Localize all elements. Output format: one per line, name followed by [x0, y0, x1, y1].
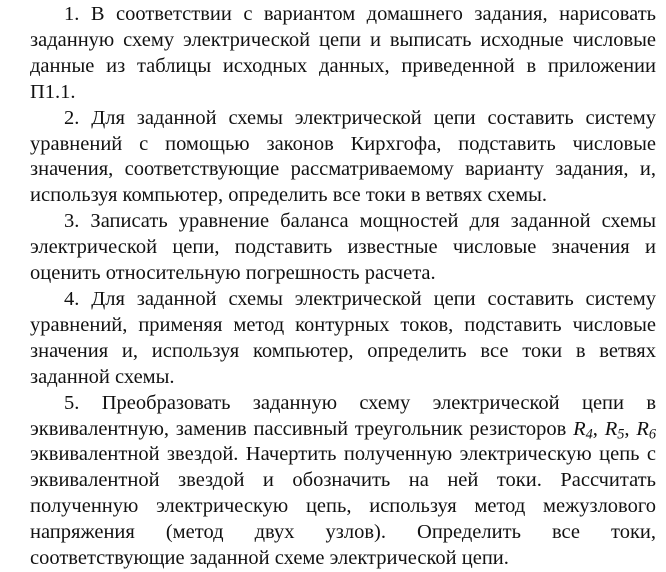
resistor-r6 [636, 417, 657, 443]
resistor-r4 [573, 417, 593, 443]
item-text: Для заданной схемы электрической цепи составить систему уравнений, применяя метод контурных токов, подставить числовые значения и, используя компьютер, определить все токи в ветвях заданной схемы. [30, 287, 656, 388]
item-text-after: эквивалентной звездой. Начертить полученную электрическую цепь с эквивалентной звездой и обозначить на ней токи. Рассчитать полученную электрическую цепь, используя метод межузлового напряжения (метод двух узлов). Определить все токи, соответствующие заданной схеме электрической цепи. [30, 443, 656, 570]
resistor-index: 6 [648, 426, 657, 443]
item-number: 2. [64, 106, 80, 129]
task-item-4 [30, 287, 656, 391]
item-number: 1. [64, 3, 80, 25]
item-number: 4. [64, 287, 80, 310]
resistor-separator: , [624, 417, 637, 440]
item-text: Для заданной схемы электрической цепи составить систему уравнений с помощью законов Кирхгофа, подставить числовые значения, соответствующие рассматриваемому варианту задания, и, используя компьютер, определить все токи в ветвях схемы. [30, 106, 656, 207]
item-text: Записать уравнение баланса мощностей для заданной схемы электрической цепи, подставить известные числовые значения и оценить относительную погрешность расчета. [30, 210, 657, 285]
item-number: 5. [64, 391, 80, 414]
resistor-symbol: R [573, 417, 586, 440]
task-item-5 [30, 391, 656, 572]
resistor-r5 [604, 417, 625, 443]
resistor-index: 5 [617, 426, 625, 443]
item-number: 3. [64, 210, 80, 233]
resistor-index: 4 [585, 426, 593, 443]
task-item-3 [30, 209, 656, 287]
item-text: В соответствии с вариантом домашнего задания, нарисовать заданную схему электрической цепи и выписать исходные числовые данные из таблицы исходных данных, приведенной в приложении П1.1. [30, 3, 657, 103]
item-text-before: Преобразовать заданную схему электрической цепи в эквивалентную, заменив пассивный треугольник резисторов [30, 391, 657, 440]
resistor-separator: , [592, 417, 605, 440]
task-item-1 [30, 2, 656, 106]
task-item-2 [30, 106, 656, 210]
resistor-symbol: R [636, 417, 649, 440]
resistor-symbol: R [604, 417, 618, 440]
